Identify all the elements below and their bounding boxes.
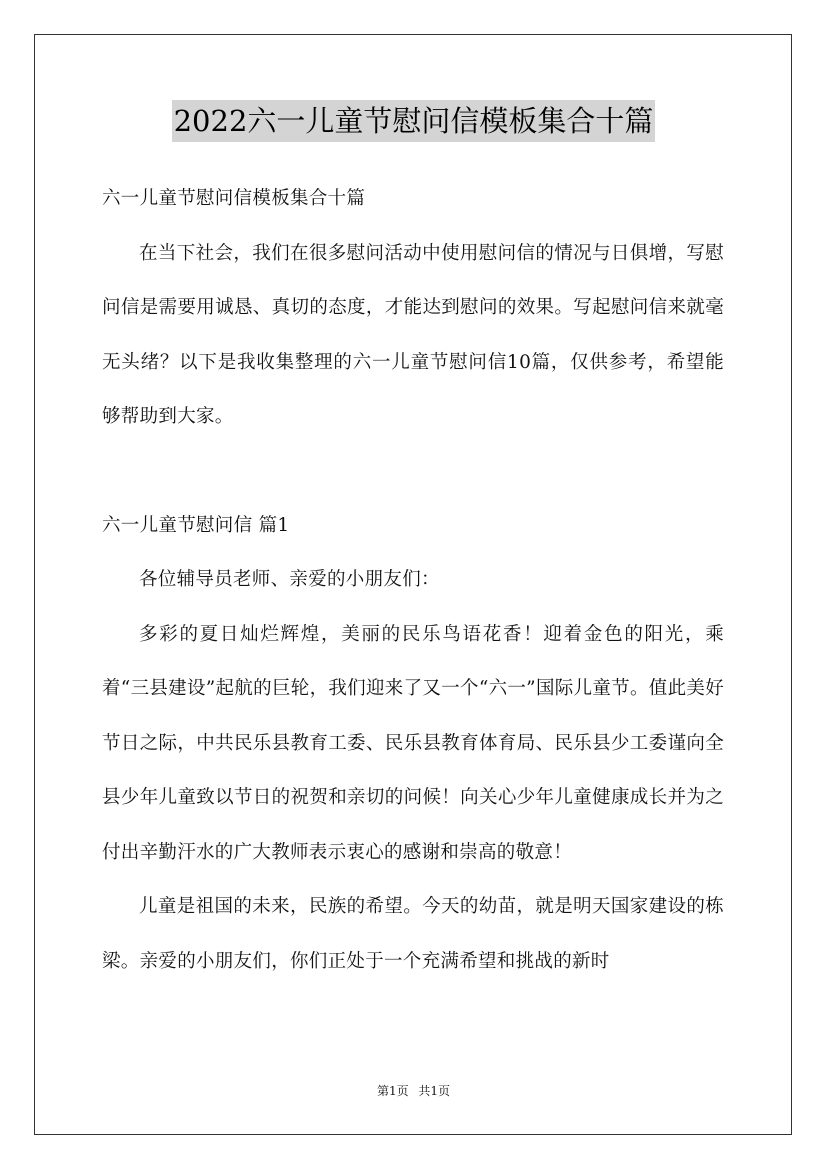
document-subtitle: 六一儿童节慰问信模板集合十篇	[102, 188, 366, 209]
page-footer	[0, 1083, 827, 1099]
section-spacer	[102, 445, 724, 499]
page-number: 第1页	[376, 1084, 409, 1098]
document-body	[102, 172, 724, 989]
body-paragraph-2: 儿童是祖国的未来，民族的希望。今天的幼苗，就是明天国家建设的栋梁。亲爱的小朋友们，你们正处于一个充满希望和挑战的新时	[102, 896, 724, 972]
section-heading: 六一儿童节慰问信 篇1	[102, 514, 290, 536]
intro-paragraph: 在当下社会，我们在很多慰问活动中使用慰问信的情况与日俱增，写慰问信是需要用诚恳、真切的态度，才能达到慰问的效果。写起慰问信来就毫无头绪？以下是我收集整理的六一儿童节慰问信10篇，仅供参考，希望能够帮助到大家。	[102, 242, 724, 427]
body-paragraph-1: 多彩的夏日灿烂辉煌，美丽的民乐鸟语花香！迎着金色的阳光，乘着“三县建设”起航的巨轮，我们迎来了又一个“六一”国际儿童节。值此美好节日之际，中共民乐县教育工委、民乐县教育体育局、民乐县少工委谨向全县少年儿童致以节日的祝贺和亲切的问候！向关心少年儿童健康成长并为之付出辛勤汗水的广大教师表示衷心的感谢和崇高的敬意！	[102, 623, 724, 863]
page-total: 共1页	[418, 1084, 451, 1098]
greeting-line: 各位辅导员老师、亲爱的小朋友们：	[139, 569, 440, 590]
title-container	[0, 100, 827, 142]
document-title: 2022六一儿童节慰问信模板集合十篇	[172, 100, 656, 142]
